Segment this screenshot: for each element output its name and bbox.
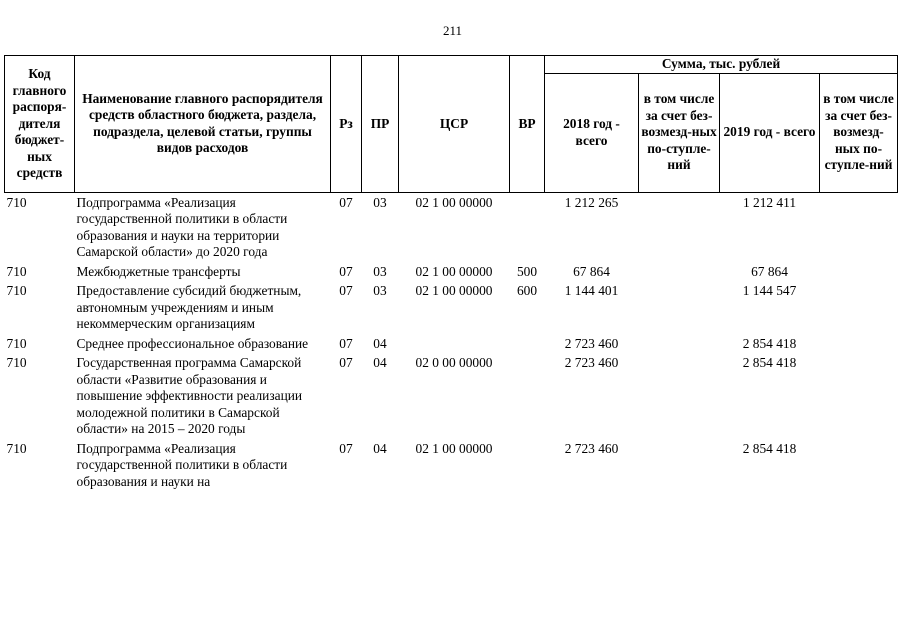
cell-name: Подпрограмма «Реализация государственной политики в области образования и науки на территории Самарской области» до 2020 года xyxy=(76,194,288,259)
header-csr: ЦСР xyxy=(399,56,510,193)
cell-code: 710 xyxy=(6,283,27,298)
header-pr: ПР xyxy=(362,56,399,193)
header-name: Наименование главного распорядителя средств областного бюджета, раздела, подраздела, целевой статьи, группы видов расходов xyxy=(75,56,331,193)
table-row xyxy=(5,264,898,284)
cell-vr xyxy=(510,441,545,494)
cell-rz: 07 xyxy=(339,283,353,298)
cell-2018-free xyxy=(639,283,720,336)
cell-2018-free xyxy=(639,355,720,441)
cell-rz: 07 xyxy=(339,440,353,456)
budget-table xyxy=(4,55,898,493)
cell-csr: 02 1 00 00000 xyxy=(415,440,493,456)
cell-2019-total: 1 144 547 xyxy=(742,283,797,298)
cell-vr xyxy=(510,336,545,356)
cell-csr: 02 0 00 00000 xyxy=(415,355,493,370)
cell-2018-total: 2 723 460 xyxy=(564,335,619,351)
cell-rz: 07 xyxy=(339,335,353,351)
header-vr: ВР xyxy=(510,56,545,193)
cell-2018-total: 1 144 401 xyxy=(564,283,619,298)
cell-pr: 03 xyxy=(373,283,387,298)
cell-2019-total: 67 864 xyxy=(751,263,788,279)
cell-rz: 07 xyxy=(339,194,353,210)
cell-2018-free xyxy=(639,336,720,356)
cell-2019-free xyxy=(820,336,898,356)
table-header xyxy=(5,56,898,193)
cell-2018-free xyxy=(639,192,720,264)
header-sum-group: Сумма, тыс. рублей xyxy=(545,56,898,74)
cell-rz: 07 xyxy=(339,263,353,279)
header-2018-total: 2018 год - всего xyxy=(545,73,639,192)
cell-2019-free xyxy=(820,355,898,441)
table-row xyxy=(5,441,898,494)
cell-2019-total: 2 854 418 xyxy=(742,335,797,351)
cell-2018-total: 1 212 265 xyxy=(564,194,619,210)
table-body xyxy=(5,192,898,493)
cell-pr: 03 xyxy=(373,263,387,279)
cell-2019-total: 1 212 411 xyxy=(742,194,797,210)
cell-csr: 02 1 00 00000 xyxy=(415,194,493,210)
cell-2019-free xyxy=(820,283,898,336)
cell-2019-free xyxy=(820,264,898,284)
page-number: 211 xyxy=(442,23,463,38)
cell-2018-free xyxy=(639,441,720,494)
cell-code: 710 xyxy=(6,263,27,279)
cell-rz: 07 xyxy=(339,355,353,370)
cell-2019-total: 2 854 418 xyxy=(742,440,797,456)
cell-name: Государственная программа Самарской области «Развитие образования и повышение эффективности реализации молодежной политики в Самарской области» на 2015 – 2020 годы xyxy=(76,355,303,436)
cell-2019-total: 2 854 418 xyxy=(742,355,797,370)
cell-vr: 500 xyxy=(516,263,538,279)
cell-2018-total: 2 723 460 xyxy=(564,440,619,456)
cell-name: Подпрограмма «Реализация государственной политики в области образования и науки на xyxy=(76,440,288,489)
header-2019-total: 2019 год - всего xyxy=(720,73,820,192)
cell-csr xyxy=(399,336,510,356)
cell-code: 710 xyxy=(6,194,27,210)
header-2018-free: в том числе за счет без-возмезд-ных по-ступле-ний xyxy=(639,73,720,192)
cell-name: Среднее профессиональное образование xyxy=(76,335,309,351)
cell-vr: 600 xyxy=(516,283,538,298)
table-row xyxy=(5,283,898,336)
header-2019-free: в том числе за счет без-возмезд-ных по-ступле-ний xyxy=(820,73,898,192)
cell-name: Межбюджетные трансферты xyxy=(76,263,241,279)
cell-pr: 04 xyxy=(373,355,387,370)
cell-pr: 04 xyxy=(373,440,387,456)
table-row xyxy=(5,192,898,264)
cell-2019-free xyxy=(820,441,898,494)
cell-code: 710 xyxy=(6,440,27,456)
header-rz: Рз xyxy=(331,56,362,193)
cell-2018-free xyxy=(639,264,720,284)
cell-csr: 02 1 00 00000 xyxy=(415,283,493,298)
cell-2019-free xyxy=(820,192,898,264)
header-code: Код главного распоря-дителя бюджет-ных средств xyxy=(5,56,75,193)
cell-code: 710 xyxy=(6,355,27,370)
cell-pr: 04 xyxy=(373,335,387,351)
cell-vr xyxy=(510,192,545,264)
table-row xyxy=(5,355,898,441)
cell-csr: 02 1 00 00000 xyxy=(415,263,493,279)
cell-vr xyxy=(510,355,545,441)
cell-2018-total: 2 723 460 xyxy=(564,355,619,370)
table-row xyxy=(5,336,898,356)
cell-name: Предоставление субсидий бюджетным, автономным учреждениям и иным некоммерческим организациям xyxy=(76,283,302,331)
cell-code: 710 xyxy=(6,335,27,351)
cell-pr: 03 xyxy=(373,194,387,210)
cell-2018-total: 67 864 xyxy=(573,263,610,279)
